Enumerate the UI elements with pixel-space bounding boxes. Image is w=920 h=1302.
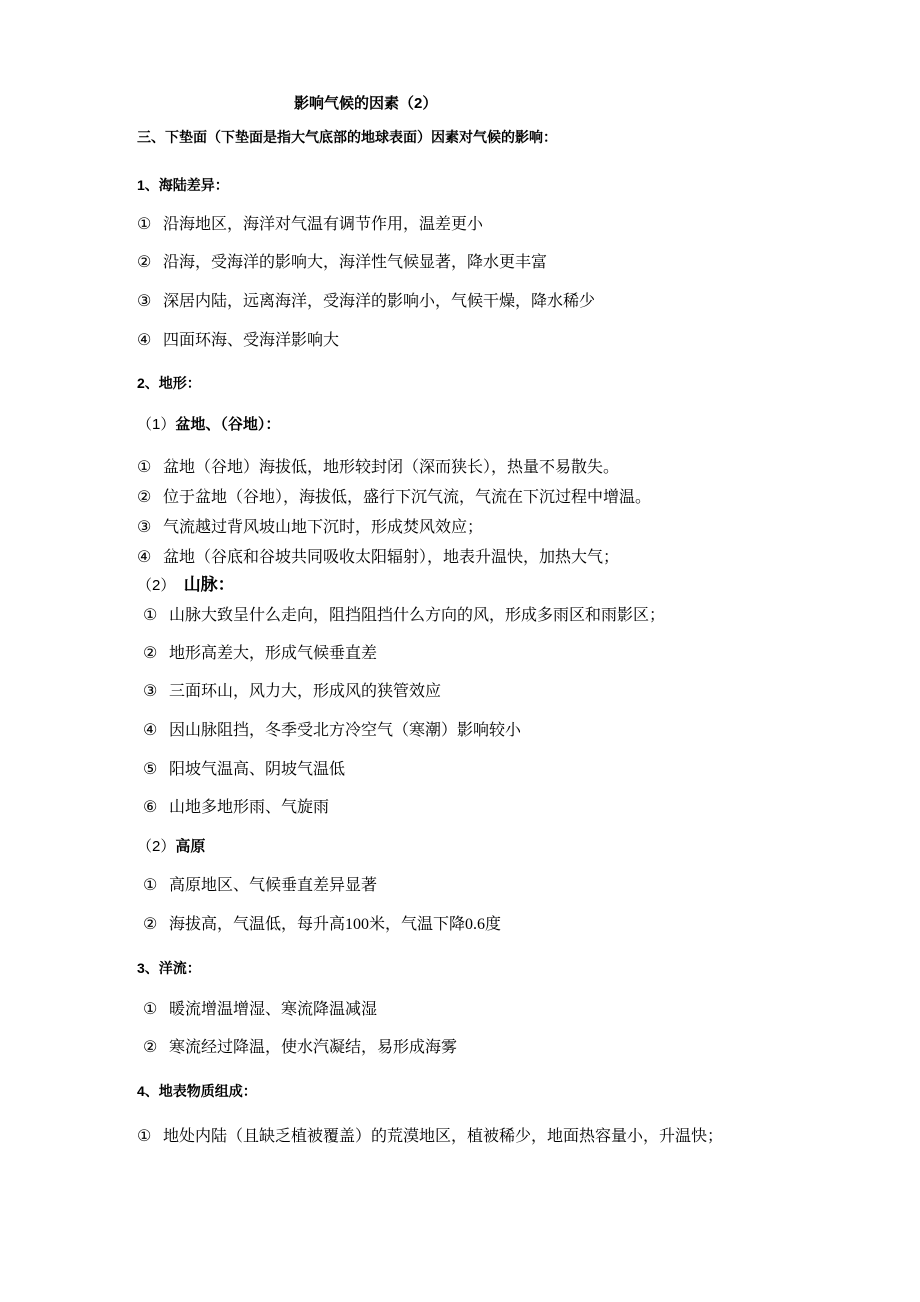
list-item: ④ 因山脉阻挡，冬季受北方冷空气（寒潮）影响较小 <box>143 722 522 739</box>
list-item: ① 地处内陆（且缺乏植被覆盖）的荒漠地区，植被稀少，地面热容量小，升温快； <box>137 1128 724 1145</box>
heading-terrain: 2、地形： <box>137 375 201 391</box>
list-item: ② 地形高差大，形成气候垂直差 <box>143 645 378 662</box>
list-item: ① 盆地（谷地）海拔低，地形较封闭（深而狭长），热量不易散失。 <box>137 459 620 476</box>
list-item: ④ 盆地（谷底和谷坡共同吸收太阳辐射），地表升温快，加热大气； <box>137 549 620 566</box>
subheading-plateau: （2）高原 <box>137 838 206 855</box>
list-item: ⑥ 山地多地形雨、气旋雨 <box>143 799 330 816</box>
list-item: ③ 气流越过背风坡山地下沉时，形成焚风效应； <box>137 519 484 536</box>
list-item: ⑤ 阳坡气温高、阴坡气温低 <box>143 761 346 778</box>
list-item: ① 沿海地区，海洋对气温有调节作用，温差更小 <box>137 216 484 233</box>
list-item: ③ 深居内陆，远离海洋，受海洋的影响小，气候干燥，降水稀少 <box>137 293 596 310</box>
list-item: ② 海拔高，气温低，每升高100米，气温下降0.6度 <box>143 916 502 933</box>
heading-land-sea: 1、海陆差异： <box>137 177 229 193</box>
heading-surface: 4、地表物质组成： <box>137 1083 257 1099</box>
heading-ocean-current: 3、洋流： <box>137 960 201 976</box>
list-item: ① 山脉大致呈什么走向，阻挡阻挡什么方向的风，形成多雨区和雨影区； <box>143 607 666 624</box>
page-title: 影响气候的因素（2） <box>294 95 438 112</box>
list-item: ③ 三面环山，风力大，形成风的狭管效应 <box>143 683 442 700</box>
list-item: ② 寒流经过降温，使水汽凝结，易形成海雾 <box>143 1039 458 1056</box>
section-heading: 三、下垫面（下垫面是指大气底部的地球表面）因素对气候的影响： <box>137 129 557 145</box>
list-item: ② 位于盆地（谷地），海拔低，盛行下沉气流，气流在下沉过程中增温。 <box>137 489 652 506</box>
list-item: ① 高原地区、气候垂直差异显著 <box>143 877 378 894</box>
subheading-mountain: （2） 山脉： <box>137 575 235 594</box>
list-item: ④ 四面环海、受海洋影响大 <box>137 332 340 349</box>
list-item: ① 暖流增温增湿、寒流降温减湿 <box>143 1001 378 1018</box>
subheading-basin: （1）盆地、（谷地）： <box>137 416 281 433</box>
list-item: ② 沿海，受海洋的影响大，海洋性气候显著，降水更丰富 <box>137 254 548 271</box>
